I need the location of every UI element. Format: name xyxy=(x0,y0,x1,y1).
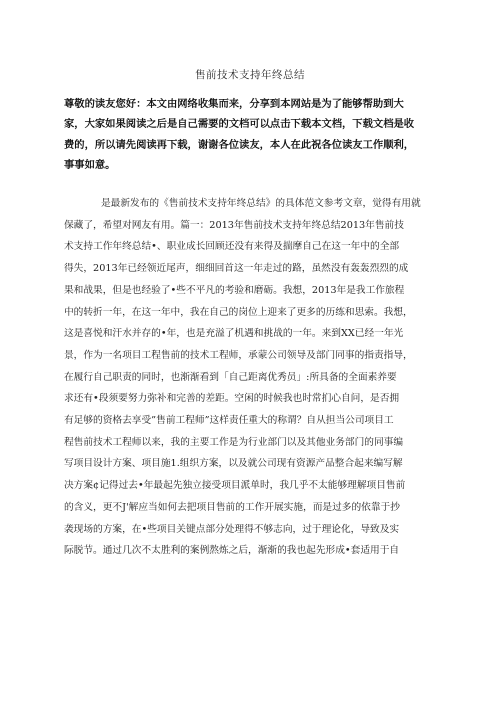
body-line: 程售前技术工程师以来，我的主要工作是为行业部门以及其他业务部门的同事编 xyxy=(64,436,404,448)
notice-line: 家，大家如果阅读之后是自己需要的文档可以点击下载本文档，下载文档是收 xyxy=(64,118,415,131)
notice-line: 事事如意。 xyxy=(64,158,116,171)
body-line: 术支持工作年终总结•、职业成长回顾还没有来得及揣摩自己在这一年中的全部 xyxy=(64,241,400,253)
body-line: 袭现场的方案，在•些项目关键点部分处理得不够志向，过于理论化，导致及实 xyxy=(64,523,400,535)
notice-line: 尊敬的读友您好：本文由网络收集而来，分享到本网站是为了能够帮助到大 xyxy=(64,98,404,110)
body-line: 的含义，更不J'解应当如何去把项目售前的工作开展实施，而是过多的依靠于抄 xyxy=(64,501,400,513)
body-line: 在履行自己职责的同时，也渐渐看到「自己距离优秀员」:所具备的全面素养要 xyxy=(64,371,397,383)
body-paragraph xyxy=(64,193,442,562)
body-line: 决方案¢记得过去•年最起先独立接受项目派单时，我几乎不太能够理解项目售前 xyxy=(64,480,406,492)
reader-notice xyxy=(64,94,438,175)
body-line: 保藏了，希望对网友有用。篇一：2013年售前技术支持年终总结2013年售前技 xyxy=(64,219,404,231)
body-line: 果和战果，但是也经验了•些不平凡的考验和磨砺。我想，2013年是我工作旅程 xyxy=(64,284,405,296)
document-title: 售前技术支持年终总结 xyxy=(195,69,305,81)
notice-line: 费的，所以请先阅读再下载，谢谢各位读友，本人在此祝各位读友工作顺利， xyxy=(64,138,415,151)
body-line: 际脱节。通过几次不太胜利的案例熬炼之后，渐渐的我也起先形成•套适用于自 xyxy=(64,545,400,557)
body-line: 中的转折一年，在这一年中，我在自己的岗位上迎来了更多的历练和思索。我想， xyxy=(64,306,413,318)
body-line: 景，作为一名项目工程售前的技术工程师，承蒙公司领导及部门同事的指责指导， xyxy=(64,349,413,361)
body-line: 写项目设计方案、项目施1.组织方案，以及就公司现有资源产品整合起来编写解 xyxy=(64,458,403,470)
body-line: 这是喜悦和汗水并存的•年，也是充溢了机遇和挑战的一年。来到XX已经一年光 xyxy=(64,328,404,340)
body-line: 得失，2013年已经领近尾声，细细回首这一年走过的路，虽然没有轰轰烈烈的成 xyxy=(64,263,409,275)
body-line: 有足够的资格去享受”售前工程师”这样责任重大的称谓？自从担当公司项目工 xyxy=(64,415,394,427)
body-line: 求还有•段须要努力弥补和完善的差距。空闲的时候我也时常扪心自问，是否拥 xyxy=(64,393,400,405)
body-line: 是最新发布的《售前技术支持年终总结》的具体范文参考文章，觉得有用就 xyxy=(101,198,421,209)
